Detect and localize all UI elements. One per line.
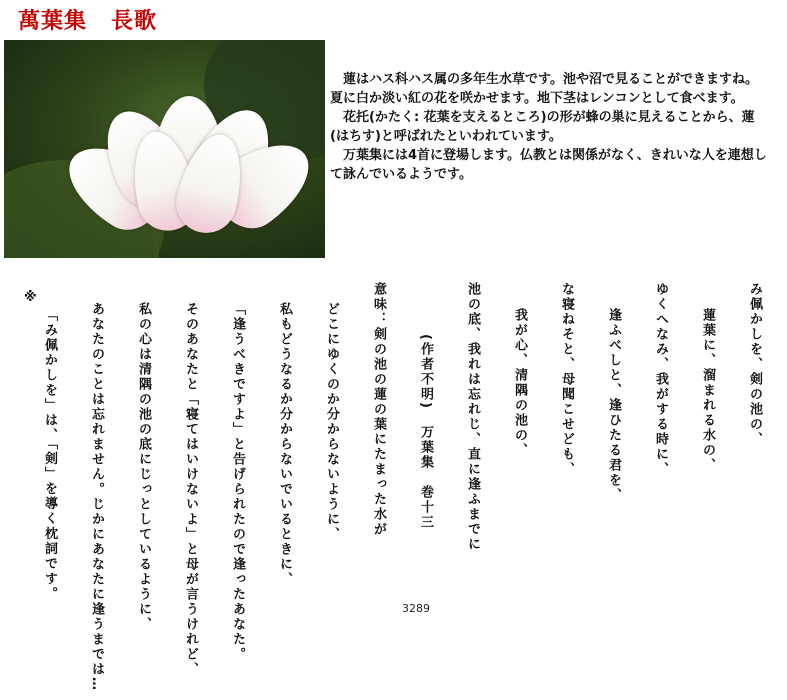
- poem-author: (作者不明) 万葉集 巻十三: [418, 334, 433, 530]
- page-title: [18, 4, 157, 35]
- poem-line: み佩かしを、剣の池の、: [747, 282, 762, 447]
- poem-line: ゆくへなみ、我がする時に、: [653, 282, 668, 477]
- translation-line: どこにゆくのか分からないように、: [324, 301, 339, 542]
- intro-text: [330, 70, 770, 184]
- poem-number: 3289: [402, 602, 430, 615]
- footnote: 「み佩かしを」は、「剣」を導く枕詞です。: [42, 308, 57, 602]
- note-mark: ※: [24, 290, 37, 305]
- translation-line: 私の心は清隅の池の底にじっとしているように、: [136, 301, 151, 632]
- poem-line: 逢ふべしと、逢ひたる君を、: [606, 308, 621, 503]
- poem-line: な寝ねそと、母聞こせども、: [559, 282, 574, 477]
- poem-line: 池の底、我れは忘れじ、直に逢ふまでに: [465, 282, 480, 552]
- poem-meaning: 意味：剣の池の蓮の葉にたまった水が: [371, 282, 386, 537]
- translation-line: あなたのことは忘れません。じかにあなたに逢うまでは…: [89, 301, 104, 692]
- translation-line: 私もどうなるか分からないでいるときに、: [277, 301, 292, 587]
- title-collection: 萬葉集: [18, 9, 88, 34]
- translation-line: そのあなたと「寝てはいけないよ」と母が言うけれど、: [183, 301, 198, 677]
- poem-block: [8, 282, 778, 692]
- intro-paragraph: 万葉集には4首に登場します。仏教とは関係がなく、きれいな人を連想して詠んでいるようです。: [330, 148, 767, 182]
- poem-line: 我が心、清隅の池の、: [512, 308, 527, 458]
- intro-paragraph: 花托(かたく: 花葉を支えるところ)の形が蜂の巣に見えることから、蓮(はちす)と呼ばれたといわれています。: [330, 110, 755, 144]
- translation-line: 「逢うべきですよ」と告げられたので逢ったあなた。: [230, 301, 245, 662]
- title-genre: 長歌: [111, 9, 158, 34]
- lotus-photo: [4, 40, 325, 258]
- poem-line: 蓮葉に、溜まれる水の、: [700, 308, 715, 473]
- intro-paragraph: 蓮はハス科ハス属の多年生水草です。池や沼で見ることができますね。夏に白か淡い紅の花を咲かせます。地下茎はレンコンとして食べます。: [330, 72, 758, 106]
